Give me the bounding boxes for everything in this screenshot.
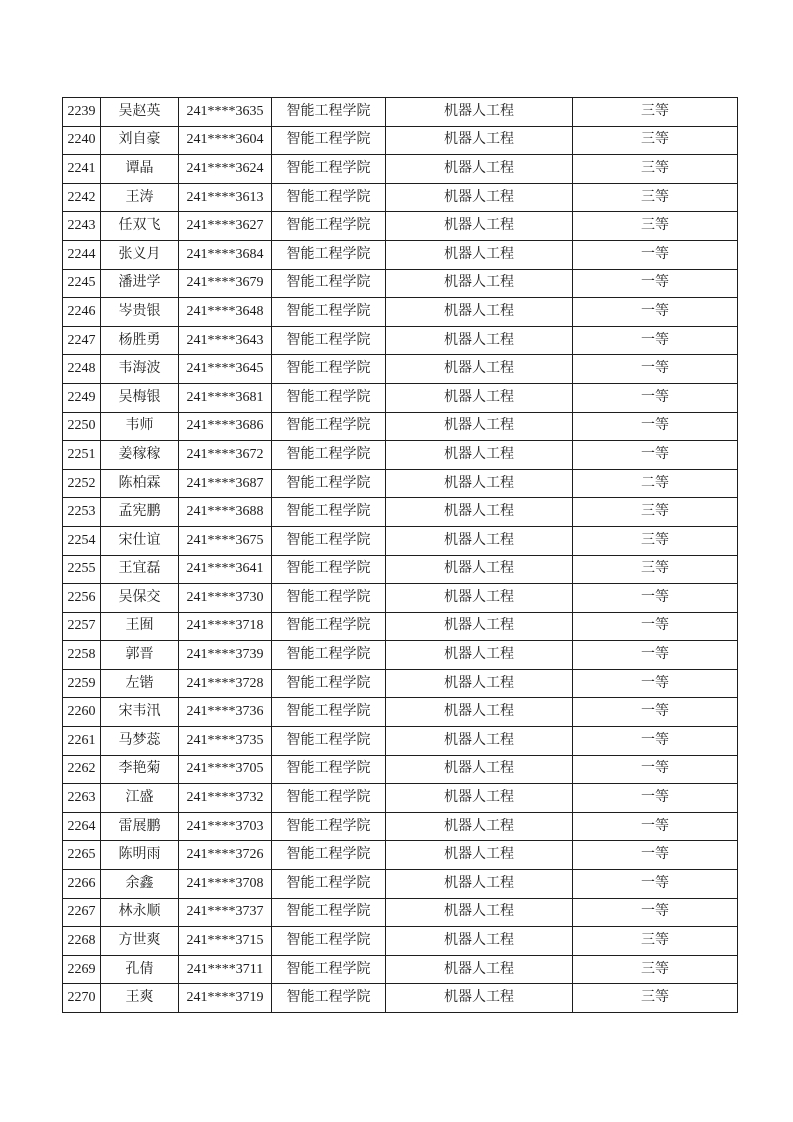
cell-award: 三等 (573, 927, 738, 956)
cell-index: 2244 (63, 240, 101, 269)
cell-name: 王宜磊 (101, 555, 179, 584)
cell-award: 三等 (573, 526, 738, 555)
cell-college: 智能工程学院 (272, 326, 386, 355)
table-row (63, 870, 738, 899)
cell-index: 2255 (63, 555, 101, 584)
cell-college: 智能工程学院 (272, 669, 386, 698)
cell-name: 余鑫 (101, 870, 179, 899)
cell-major: 机器人工程 (386, 841, 573, 870)
table-row (63, 584, 738, 613)
cell-index: 2258 (63, 641, 101, 670)
cell-name: 岑贵银 (101, 298, 179, 327)
cell-index: 2267 (63, 898, 101, 927)
cell-student-id: 241****3737 (179, 898, 272, 927)
cell-student-id: 241****3627 (179, 212, 272, 241)
cell-index: 2246 (63, 298, 101, 327)
cell-index: 2263 (63, 784, 101, 813)
cell-award: 三等 (573, 498, 738, 527)
cell-name: 左锴 (101, 669, 179, 698)
table-row (63, 498, 738, 527)
cell-award: 二等 (573, 469, 738, 498)
table-row (63, 526, 738, 555)
cell-award: 三等 (573, 955, 738, 984)
cell-student-id: 241****3739 (179, 641, 272, 670)
table-row (63, 641, 738, 670)
cell-college: 智能工程学院 (272, 212, 386, 241)
cell-student-id: 241****3648 (179, 298, 272, 327)
table-row (63, 441, 738, 470)
cell-college: 智能工程学院 (272, 927, 386, 956)
cell-major: 机器人工程 (386, 812, 573, 841)
cell-name: 杨胜勇 (101, 326, 179, 355)
cell-student-id: 241****3675 (179, 526, 272, 555)
cell-index: 2245 (63, 269, 101, 298)
table-row (63, 269, 738, 298)
cell-student-id: 241****3688 (179, 498, 272, 527)
table-row (63, 555, 738, 584)
cell-student-id: 241****3736 (179, 698, 272, 727)
cell-student-id: 241****3730 (179, 584, 272, 613)
cell-name: 孔倩 (101, 955, 179, 984)
cell-name: 孟宪鹏 (101, 498, 179, 527)
cell-student-id: 241****3686 (179, 412, 272, 441)
cell-name: 王囿 (101, 612, 179, 641)
table-row (63, 469, 738, 498)
cell-major: 机器人工程 (386, 326, 573, 355)
cell-index: 2256 (63, 584, 101, 613)
cell-name: 吴赵英 (101, 98, 179, 127)
cell-name: 吴梅银 (101, 383, 179, 412)
cell-student-id: 241****3641 (179, 555, 272, 584)
cell-major: 机器人工程 (386, 898, 573, 927)
cell-name: 马梦蕊 (101, 727, 179, 756)
cell-award: 一等 (573, 812, 738, 841)
cell-student-id: 241****3613 (179, 183, 272, 212)
cell-major: 机器人工程 (386, 126, 573, 155)
table-row (63, 841, 738, 870)
cell-college: 智能工程学院 (272, 555, 386, 584)
cell-index: 2241 (63, 155, 101, 184)
cell-name: 王涛 (101, 183, 179, 212)
table-row (63, 955, 738, 984)
cell-college: 智能工程学院 (272, 469, 386, 498)
cell-index: 2251 (63, 441, 101, 470)
cell-index: 2262 (63, 755, 101, 784)
cell-index: 2242 (63, 183, 101, 212)
cell-college: 智能工程学院 (272, 526, 386, 555)
cell-index: 2253 (63, 498, 101, 527)
cell-major: 机器人工程 (386, 469, 573, 498)
cell-college: 智能工程学院 (272, 498, 386, 527)
cell-index: 2270 (63, 984, 101, 1013)
cell-award: 一等 (573, 698, 738, 727)
cell-student-id: 241****3635 (179, 98, 272, 127)
cell-name: 潘进学 (101, 269, 179, 298)
cell-college: 智能工程学院 (272, 698, 386, 727)
cell-college: 智能工程学院 (272, 441, 386, 470)
table-row (63, 355, 738, 384)
table-row (63, 727, 738, 756)
cell-index: 2265 (63, 841, 101, 870)
cell-major: 机器人工程 (386, 955, 573, 984)
cell-student-id: 241****3708 (179, 870, 272, 899)
cell-name: 方世爽 (101, 927, 179, 956)
cell-student-id: 241****3726 (179, 841, 272, 870)
cell-major: 机器人工程 (386, 383, 573, 412)
table-row (63, 240, 738, 269)
cell-student-id: 241****3672 (179, 441, 272, 470)
cell-award: 一等 (573, 669, 738, 698)
cell-name: 雷展鹏 (101, 812, 179, 841)
cell-college: 智能工程学院 (272, 98, 386, 127)
cell-name: 李艳菊 (101, 755, 179, 784)
cell-index: 2260 (63, 698, 101, 727)
cell-index: 2254 (63, 526, 101, 555)
cell-college: 智能工程学院 (272, 183, 386, 212)
cell-award: 三等 (573, 155, 738, 184)
cell-major: 机器人工程 (386, 412, 573, 441)
cell-award: 一等 (573, 240, 738, 269)
cell-index: 2248 (63, 355, 101, 384)
table-row (63, 326, 738, 355)
cell-major: 机器人工程 (386, 298, 573, 327)
cell-major: 机器人工程 (386, 183, 573, 212)
cell-award: 一等 (573, 612, 738, 641)
cell-index: 2240 (63, 126, 101, 155)
cell-college: 智能工程学院 (272, 412, 386, 441)
cell-award: 一等 (573, 784, 738, 813)
cell-award: 三等 (573, 555, 738, 584)
cell-major: 机器人工程 (386, 240, 573, 269)
cell-name: 任双飞 (101, 212, 179, 241)
cell-student-id: 241****3715 (179, 927, 272, 956)
cell-college: 智能工程学院 (272, 898, 386, 927)
cell-student-id: 241****3711 (179, 955, 272, 984)
cell-major: 机器人工程 (386, 727, 573, 756)
cell-index: 2247 (63, 326, 101, 355)
cell-index: 2261 (63, 727, 101, 756)
cell-college: 智能工程学院 (272, 641, 386, 670)
cell-name: 郭晋 (101, 641, 179, 670)
cell-index: 2252 (63, 469, 101, 498)
cell-student-id: 241****3624 (179, 155, 272, 184)
cell-award: 一等 (573, 383, 738, 412)
cell-name: 江盛 (101, 784, 179, 813)
table-row (63, 98, 738, 127)
cell-name: 谭晶 (101, 155, 179, 184)
cell-index: 2239 (63, 98, 101, 127)
cell-student-id: 241****3705 (179, 755, 272, 784)
cell-student-id: 241****3645 (179, 355, 272, 384)
cell-award: 三等 (573, 98, 738, 127)
cell-college: 智能工程学院 (272, 784, 386, 813)
cell-name: 吴保交 (101, 584, 179, 613)
table-row (63, 812, 738, 841)
cell-award: 一等 (573, 441, 738, 470)
cell-index: 2268 (63, 927, 101, 956)
cell-student-id: 241****3643 (179, 326, 272, 355)
cell-name: 韦海波 (101, 355, 179, 384)
cell-college: 智能工程学院 (272, 355, 386, 384)
cell-name: 王爽 (101, 984, 179, 1013)
award-table (62, 97, 738, 1013)
table-row (63, 383, 738, 412)
cell-major: 机器人工程 (386, 498, 573, 527)
table-row (63, 126, 738, 155)
cell-major: 机器人工程 (386, 355, 573, 384)
cell-award: 一等 (573, 641, 738, 670)
cell-major: 机器人工程 (386, 870, 573, 899)
cell-college: 智能工程学院 (272, 269, 386, 298)
cell-college: 智能工程学院 (272, 612, 386, 641)
cell-student-id: 241****3718 (179, 612, 272, 641)
cell-college: 智能工程学院 (272, 984, 386, 1013)
cell-award: 一等 (573, 727, 738, 756)
cell-college: 智能工程学院 (272, 126, 386, 155)
cell-major: 机器人工程 (386, 784, 573, 813)
award-table-body (63, 98, 738, 1013)
cell-index: 2243 (63, 212, 101, 241)
cell-award: 一等 (573, 326, 738, 355)
cell-award: 一等 (573, 269, 738, 298)
table-row (63, 984, 738, 1013)
cell-student-id: 241****3604 (179, 126, 272, 155)
cell-student-id: 241****3684 (179, 240, 272, 269)
cell-index: 2269 (63, 955, 101, 984)
cell-award: 三等 (573, 126, 738, 155)
cell-name: 宋韦汛 (101, 698, 179, 727)
table-row (63, 212, 738, 241)
cell-name: 刘自豪 (101, 126, 179, 155)
cell-major: 机器人工程 (386, 269, 573, 298)
cell-major: 机器人工程 (386, 584, 573, 613)
cell-index: 2249 (63, 383, 101, 412)
cell-name: 陈柏霖 (101, 469, 179, 498)
cell-index: 2259 (63, 669, 101, 698)
cell-award: 一等 (573, 870, 738, 899)
cell-award: 一等 (573, 898, 738, 927)
cell-student-id: 241****3681 (179, 383, 272, 412)
cell-college: 智能工程学院 (272, 155, 386, 184)
cell-award: 一等 (573, 355, 738, 384)
cell-major: 机器人工程 (386, 698, 573, 727)
cell-award: 一等 (573, 412, 738, 441)
cell-award: 一等 (573, 755, 738, 784)
table-row (63, 183, 738, 212)
cell-major: 机器人工程 (386, 984, 573, 1013)
cell-student-id: 241****3732 (179, 784, 272, 813)
cell-major: 机器人工程 (386, 155, 573, 184)
cell-major: 机器人工程 (386, 669, 573, 698)
table-row (63, 927, 738, 956)
table-row (63, 698, 738, 727)
cell-index: 2257 (63, 612, 101, 641)
cell-name: 陈明雨 (101, 841, 179, 870)
table-row (63, 755, 738, 784)
cell-major: 机器人工程 (386, 98, 573, 127)
cell-college: 智能工程学院 (272, 870, 386, 899)
cell-name: 姜稼稼 (101, 441, 179, 470)
cell-major: 机器人工程 (386, 927, 573, 956)
cell-name: 林永顺 (101, 898, 179, 927)
cell-major: 机器人工程 (386, 641, 573, 670)
cell-award: 一等 (573, 841, 738, 870)
cell-student-id: 241****3679 (179, 269, 272, 298)
table-row (63, 298, 738, 327)
cell-student-id: 241****3735 (179, 727, 272, 756)
cell-major: 机器人工程 (386, 526, 573, 555)
cell-major: 机器人工程 (386, 555, 573, 584)
cell-student-id: 241****3703 (179, 812, 272, 841)
cell-college: 智能工程学院 (272, 755, 386, 784)
table-row (63, 412, 738, 441)
cell-index: 2250 (63, 412, 101, 441)
cell-college: 智能工程学院 (272, 240, 386, 269)
cell-award: 一等 (573, 298, 738, 327)
cell-college: 智能工程学院 (272, 841, 386, 870)
cell-major: 机器人工程 (386, 212, 573, 241)
cell-college: 智能工程学院 (272, 812, 386, 841)
cell-award: 三等 (573, 984, 738, 1013)
cell-college: 智能工程学院 (272, 727, 386, 756)
cell-award: 一等 (573, 584, 738, 613)
table-row (63, 898, 738, 927)
cell-student-id: 241****3728 (179, 669, 272, 698)
cell-index: 2264 (63, 812, 101, 841)
cell-index: 2266 (63, 870, 101, 899)
cell-award: 三等 (573, 212, 738, 241)
cell-award: 三等 (573, 183, 738, 212)
table-row (63, 784, 738, 813)
cell-major: 机器人工程 (386, 612, 573, 641)
cell-name: 张义月 (101, 240, 179, 269)
cell-major: 机器人工程 (386, 441, 573, 470)
cell-name: 宋仕谊 (101, 526, 179, 555)
table-row (63, 612, 738, 641)
table-row (63, 669, 738, 698)
cell-college: 智能工程学院 (272, 298, 386, 327)
cell-student-id: 241****3687 (179, 469, 272, 498)
table-row (63, 155, 738, 184)
cell-college: 智能工程学院 (272, 584, 386, 613)
cell-college: 智能工程学院 (272, 955, 386, 984)
cell-college: 智能工程学院 (272, 383, 386, 412)
cell-major: 机器人工程 (386, 755, 573, 784)
cell-student-id: 241****3719 (179, 984, 272, 1013)
cell-name: 韦师 (101, 412, 179, 441)
